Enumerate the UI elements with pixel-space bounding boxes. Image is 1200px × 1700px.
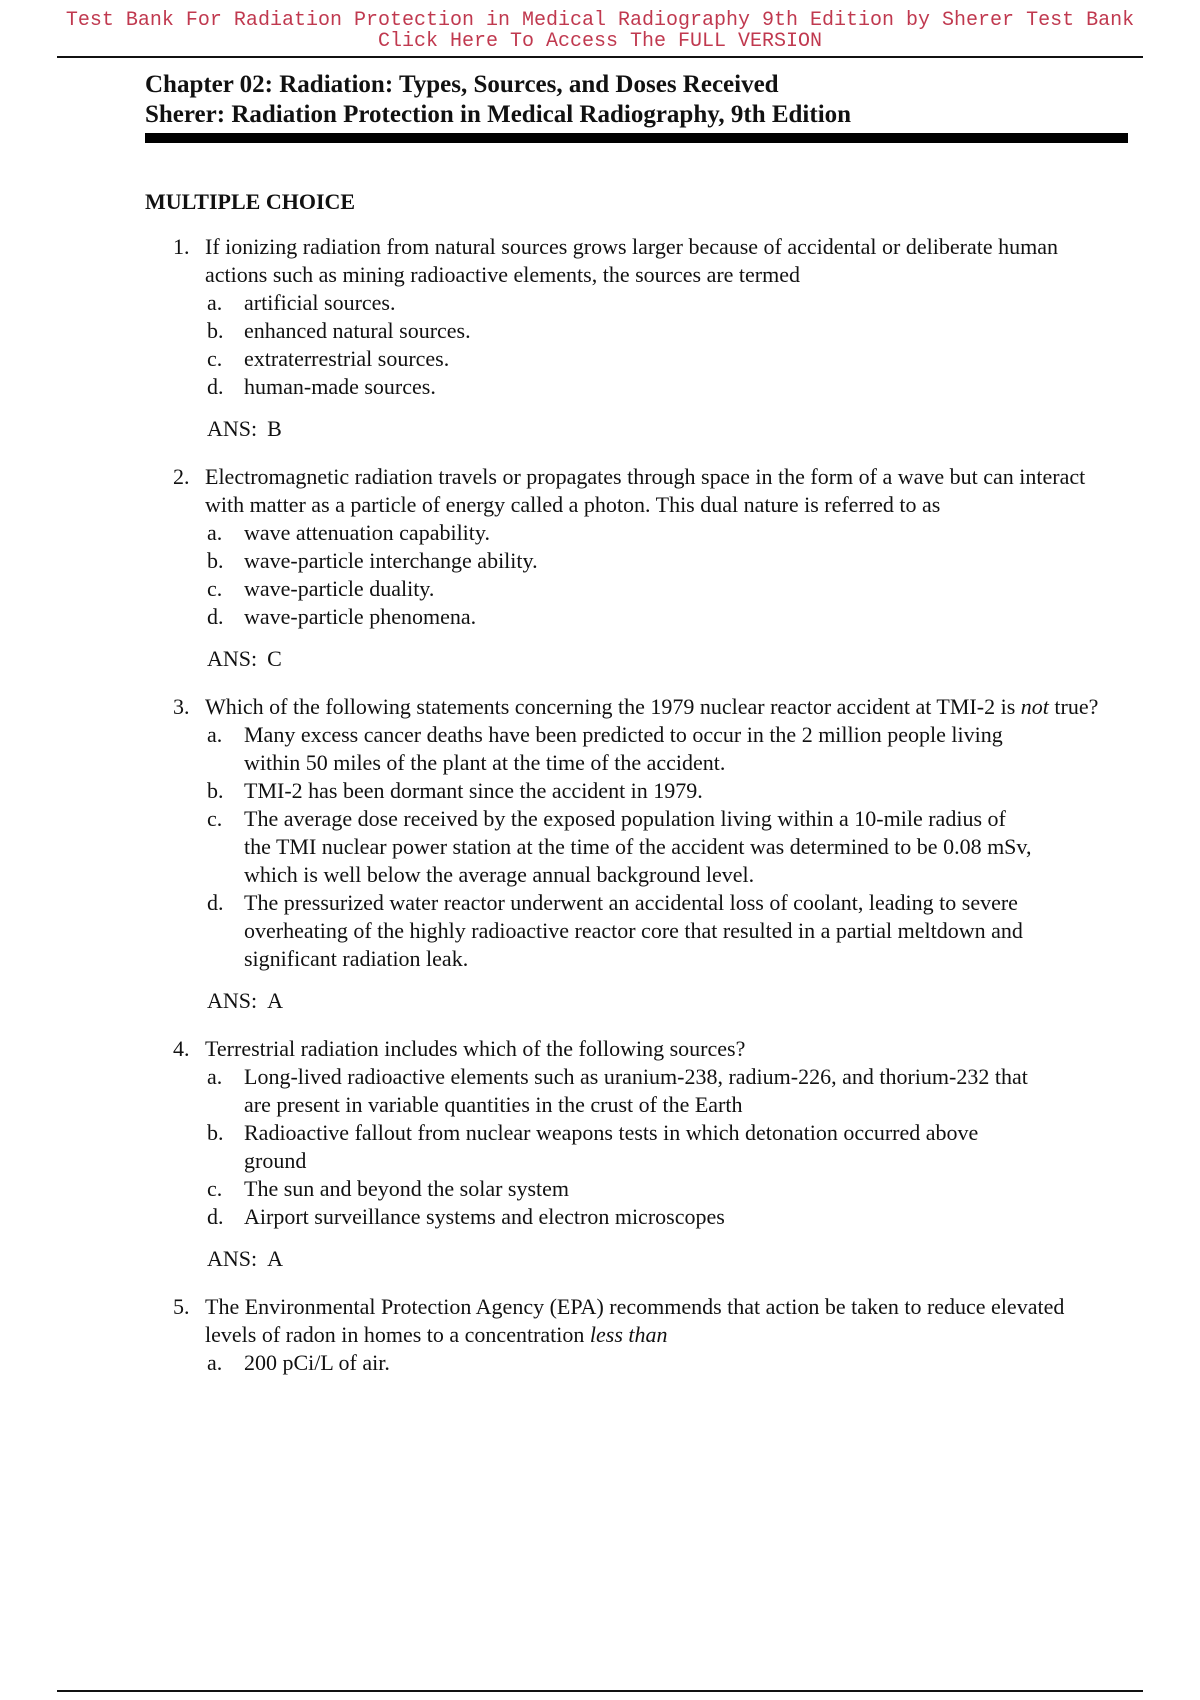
choice-text: wave-particle duality. xyxy=(244,576,435,601)
choice-letter: a. xyxy=(207,1064,223,1089)
choice-text: human-made sources. xyxy=(244,374,436,399)
choice-text: Radioactive fallout from nuclear weapons tests in which detonation occurred above ground xyxy=(244,1120,979,1173)
choice-letter: c. xyxy=(207,346,223,371)
choice-letter: d. xyxy=(207,374,224,399)
choice-letter: b. xyxy=(207,1120,224,1145)
choice-letter: b. xyxy=(207,318,224,343)
choice-b xyxy=(145,777,1145,805)
heading-rule xyxy=(145,133,1128,143)
choice-text: enhanced natural sources. xyxy=(244,318,471,343)
choice-d xyxy=(145,373,1145,401)
question-1 xyxy=(145,233,1145,443)
answer-line xyxy=(145,415,1145,443)
answer-line xyxy=(145,1245,1145,1273)
answer-line xyxy=(145,987,1145,1015)
choice-c xyxy=(145,345,1145,373)
answer-label: ANS: xyxy=(207,416,258,441)
choice-text: artificial sources. xyxy=(244,290,396,315)
emphasis-text: less than xyxy=(589,1322,668,1347)
answer-label: ANS: xyxy=(207,988,258,1013)
question-text: Which of the following statements concerning the 1979 nuclear reactor accident at TMI-2 is not true? xyxy=(205,694,1099,719)
answer-line xyxy=(145,645,1145,673)
full-version-link[interactable]: Click Here To Access The FULL VERSION xyxy=(377,30,823,53)
choice-text: Many excess cancer deaths have been predicted to occur in the 2 million people living within 50 miles of the plant at the time of the accident. xyxy=(244,722,1003,775)
choice-b xyxy=(145,547,1145,575)
choice-text: extraterrestrial sources. xyxy=(244,346,450,371)
choice-letter: a. xyxy=(207,520,223,545)
choice-text: wave attenuation capability. xyxy=(244,520,490,545)
choice-a xyxy=(145,519,1145,547)
banner-title: Test Bank For Radiation Protection in Medical Radiography 9th Edition by Sherer Test Bank xyxy=(65,9,1135,32)
choice-text: The average dose received by the exposed population living within a 10-mile radius of the TMI nuclear power station at the time of the accident was determined to be 0.08 mSv, which is well below the average annual background level. xyxy=(244,806,1032,887)
choice-b xyxy=(145,1119,1145,1175)
question-text: Terrestrial radiation includes which of the following sources? xyxy=(205,1036,746,1061)
top-banner xyxy=(0,10,1200,52)
answer-label: ANS: xyxy=(207,1246,258,1271)
choice-d xyxy=(145,603,1145,631)
answer-value: C xyxy=(267,646,282,671)
top-divider xyxy=(57,56,1143,58)
question-number: 2. xyxy=(173,464,190,489)
question-number: 3. xyxy=(173,694,190,719)
answer-label: ANS: xyxy=(207,646,258,671)
choice-c xyxy=(145,1175,1145,1203)
emphasis-text: not xyxy=(1020,694,1049,719)
choice-b xyxy=(145,317,1145,345)
section-heading: MULTIPLE CHOICE xyxy=(145,189,356,214)
choice-a xyxy=(145,1063,1145,1119)
book-title: Sherer: Radiation Protection in Medical Radiography, 9th Edition xyxy=(145,101,852,128)
question-4 xyxy=(145,1035,1145,1273)
question-text: If ionizing radiation from natural sources grows larger because of accidental or deliberate human actions such as mining radioactive elements, the sources are termed xyxy=(205,234,1058,287)
question-number: 4. xyxy=(173,1036,190,1061)
question-number: 1. xyxy=(173,234,190,259)
choice-d xyxy=(145,1203,1145,1231)
choice-text: wave-particle phenomena. xyxy=(244,604,477,629)
answer-value: A xyxy=(267,1246,284,1271)
question-2 xyxy=(145,463,1145,673)
choice-letter: d. xyxy=(207,604,224,629)
question-5 xyxy=(145,1293,1145,1377)
choice-letter: a. xyxy=(207,290,223,315)
choice-text: wave-particle interchange ability. xyxy=(244,548,538,573)
choice-letter: a. xyxy=(207,1350,223,1375)
choice-a xyxy=(145,721,1145,777)
choice-letter: c. xyxy=(207,576,223,601)
question-text: The Environmental Protection Agency (EPA) recommends that action be taken to reduce elevated levels of radon in homes to a concentration less than xyxy=(205,1294,1065,1347)
choice-text: TMI-2 has been dormant since the accident in 1979. xyxy=(244,778,703,803)
choice-text: Long-lived radioactive elements such as uranium-238, radium-226, and thorium-232 that are present in variable quantities in the crust of the Earth xyxy=(244,1064,1028,1117)
chapter-title: Chapter 02: Radiation: Types, Sources, and Doses Received xyxy=(145,71,779,98)
choice-text: The pressurized water reactor underwent an accidental loss of coolant, leading to severe overheating of the highly radioactive reactor core that resulted in a partial meltdown and significant radiation leak. xyxy=(244,890,1023,971)
choice-a xyxy=(145,289,1145,317)
question-number: 5. xyxy=(173,1294,190,1319)
choice-c xyxy=(145,805,1145,889)
choice-text: 200 pCi/L of air. xyxy=(244,1350,390,1375)
question-text: Electromagnetic radiation travels or propagates through space in the form of a wave but can interact with matter as a particle of energy called a photon. This dual nature is referred to as xyxy=(205,464,1086,517)
choice-letter: c. xyxy=(207,1176,223,1201)
page-content xyxy=(145,70,1145,1397)
answer-value: B xyxy=(267,416,282,441)
choice-a xyxy=(145,1349,1145,1377)
choice-letter: b. xyxy=(207,548,224,573)
choice-text: The sun and beyond the solar system xyxy=(244,1176,570,1201)
choice-letter: c. xyxy=(207,806,223,831)
choice-letter: d. xyxy=(207,1204,224,1229)
bottom-divider xyxy=(57,1690,1143,1692)
answer-value: A xyxy=(267,988,284,1013)
choice-d xyxy=(145,889,1145,973)
choice-letter: d. xyxy=(207,890,224,915)
choice-c xyxy=(145,575,1145,603)
choice-text: Airport surveillance systems and electron microscopes xyxy=(244,1204,725,1229)
choice-letter: a. xyxy=(207,722,223,747)
choice-letter: b. xyxy=(207,778,224,803)
question-3 xyxy=(145,693,1145,1015)
